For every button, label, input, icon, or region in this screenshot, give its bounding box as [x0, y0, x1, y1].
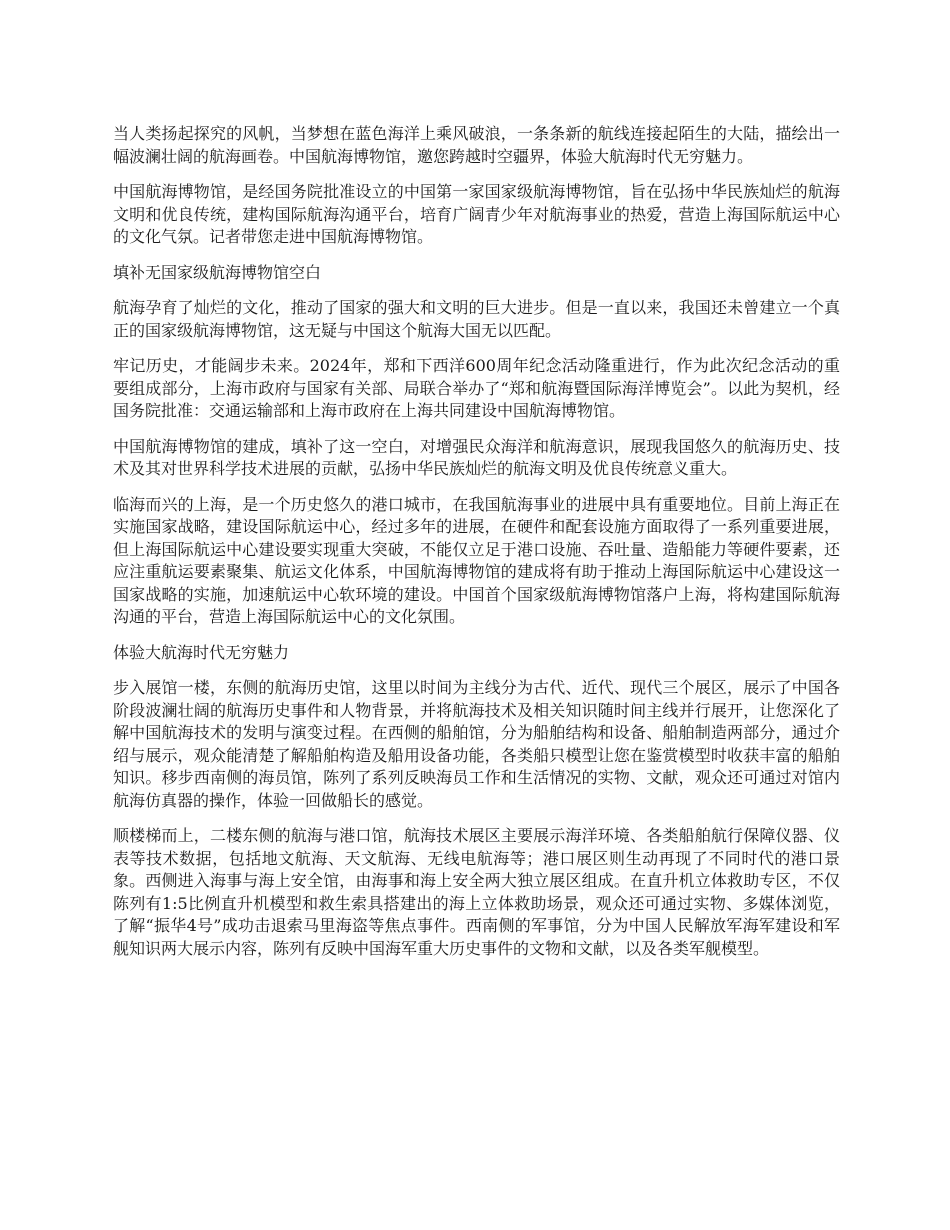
- paragraph-6: 临海而兴的上海，是一个历史悠久的港口城市，在我国航海事业的进展中具有重要地位。目前上海正在实施国家战略，建设国际航运中心，经过多年的进展，在硬件和配套设施方面取得了一系列重要进展，但上海国际航运中心建设要实现重大突破，不能仅立足于港口设施、吞吐量、造船能力等硬件要素，还应注重航运要素聚集、航运文化体系，中国航海博物馆的建成将有助于推动上海国际航运中心建设这一国家战略的实施，加速航运中心软环境的建设。中国首个国家级航海博物馆落户上海，将构建国际航海沟通的平台，营造上海国际航运中心的文化氛围。: [113, 494, 840, 626]
- section-heading-2: 体验大航海时代无穷魅力: [113, 642, 290, 662]
- section-heading-1: 填补无国家级航海博物馆空白: [113, 262, 322, 282]
- paragraph-3: 航海孕育了灿烂的文化，推动了国家的强大和文明的巨大进步。但是一直以来，我国还未曾建立一个真正的国家级航海博物馆，这无疑与中国这个航海大国无以匹配。: [113, 298, 840, 340]
- article-body: [113, 123, 840, 973]
- paragraph-5: 中国航海博物馆的建成，填补了这一空白，对增强民众海洋和航海意识，展现我国悠久的航海历史、技术及其对世界科学技术进展的贡献，弘扬中华民族灿烂的航海文明及优良传统意义重大。: [113, 436, 840, 478]
- paragraph-8: 顺楼梯而上，二楼东侧的航海与港口馆，航海技术展区主要展示海洋环境、各类船舶航行保障仪器、仪表等技术数据，包括地文航海、天文航海、无线电航海等；港口展区则生动再现了不同时代的港口景象。西侧进入海事与海上安全馆，由海事和海上安全两大独立展区组成。在直升机立体救助专区，不仅陈列有1:5比例直升机模型和救生索具搭建出的海上立体救助场景，观众还可通过实物、多媒体浏览，了解“振华4号”成功击退索马里海盗等焦点事件。西南侧的军事馆，分为中国人民解放军海军建设和军舰知识两大展示内容，陈列有反映中国海军重大历史事件的文物和文献，以及各类军舰模型。: [113, 826, 840, 958]
- overview-paragraph: 中国航海博物馆，是经国务院批准设立的中国第一家国家级航海博物馆，旨在弘扬中华民族灿烂的航海文明和优良传统，建构国际航海沟通平台，培育广阔青少年对航海事业的热爱，营造上海国际航运中心的文化气氛。记者带您走进中国航海博物馆。: [113, 182, 840, 246]
- paragraph-4: 牢记历史，才能阔步未来。2024年，郑和下西洋600周年纪念活动隆重进行，作为此次纪念活动的重要组成部分，上海市政府与国家有关部、局联合举办了“郑和航海暨国际海洋博览会”。以此为契机，经国务院批准：交通运输部和上海市政府在上海共同建设中国航海博物馆。: [113, 356, 840, 420]
- paragraph-7: 步入展馆一楼，东侧的航海历史馆，这里以时间为主线分为古代、近代、现代三个展区，展示了中国各阶段波澜壮阔的航海历史事件和人物背景，并将航海技术及相关知识随时间主线并行展开，让您深化了解中国航海技术的发明与演变过程。在西侧的船舶馆，分为船舶结构和设备、船舶制造两部分，通过介绍与展示，观众能清楚了解船舶构造及船用设备功能，各类船只模型让您在鉴赏模型时收获丰富的船舶知识。移步西南侧的海员馆，陈列了系列反映海员工作和生活情况的实物、文献，观众还可通过对馆内航海仿真器的操作，体验一回做船长的感觉。: [113, 678, 840, 810]
- intro-paragraph: 当人类扬起探究的风帆，当梦想在蓝色海洋上乘风破浪，一条条新的航线连接起陌生的大陆，描绘出一幅波澜壮阔的航海画卷。中国航海博物馆，邀您跨越时空疆界，体验大航海时代无穷魅力。: [113, 124, 840, 166]
